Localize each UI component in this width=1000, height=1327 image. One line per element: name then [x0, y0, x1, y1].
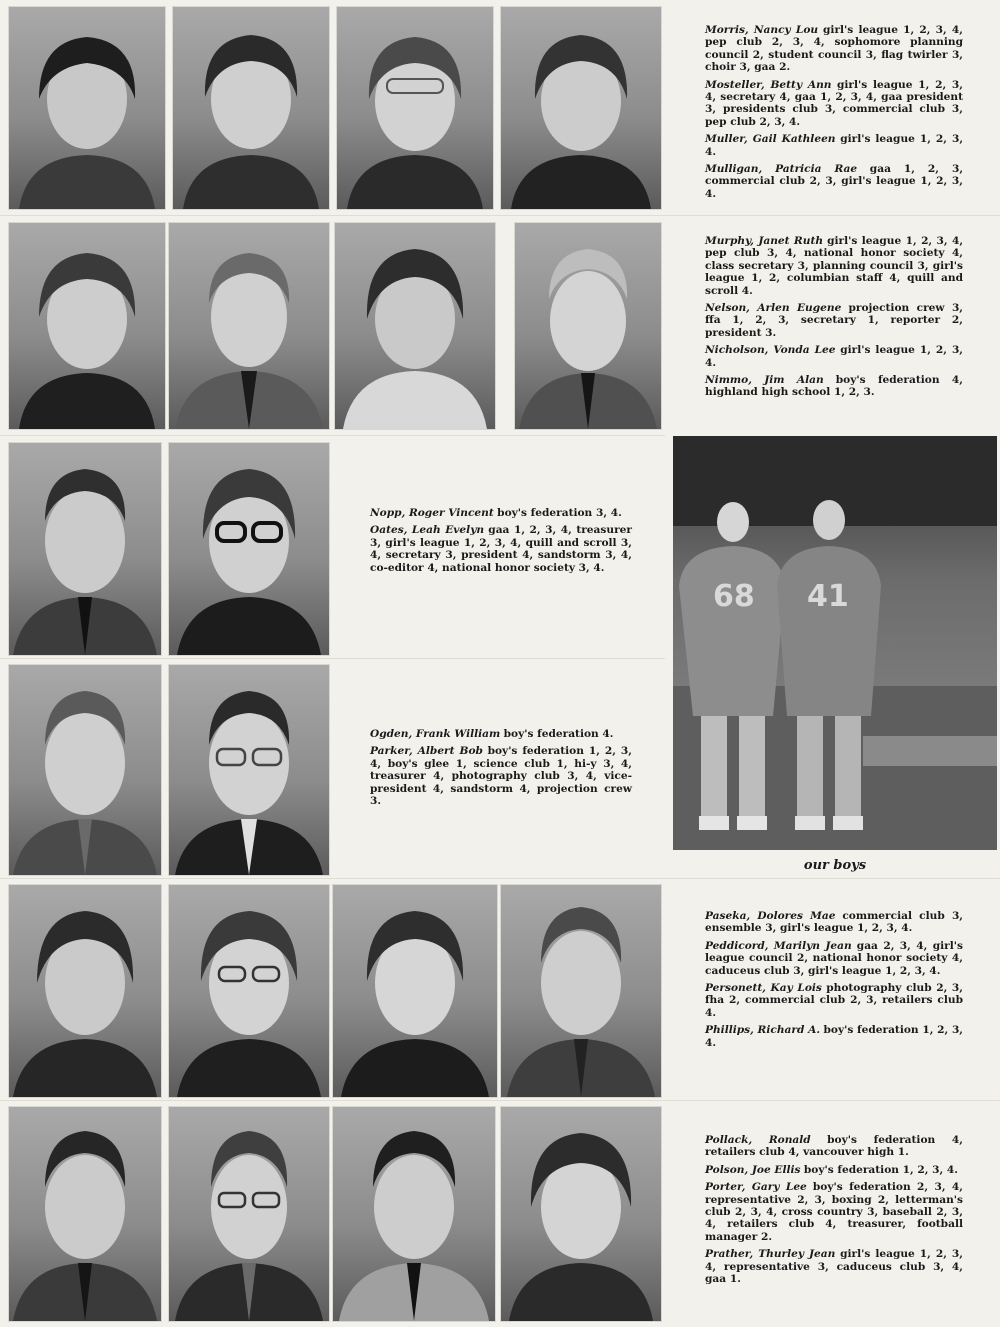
bio-entry: Mosteller, Betty Ann girl's league 1, 2, 3, 4, secretary 4, gaa 1, 2, 3, 4, gaa president 3, presidents club 3, commercial club 3, pep club 2, 3, 4.: [705, 78, 963, 128]
bio-entry: Ogden, Frank William boy's federation 4.: [370, 728, 614, 740]
portrait-mosteller: [172, 6, 330, 210]
portrait-nopp: [8, 442, 162, 656]
row-divider: [0, 435, 665, 436]
bio-entry: Phillips, Richard A. boy's federation 1, 2, 3, 4.: [705, 1024, 963, 1049]
portrait-nimmo: [514, 222, 662, 430]
jersey-number-right: 41: [807, 579, 849, 614]
team-photo: [673, 436, 997, 850]
bio-block-3: [370, 507, 632, 579]
portrait-porter: [332, 1106, 496, 1322]
portrait-nelson: [168, 222, 330, 430]
portrait-muller: [336, 6, 494, 210]
bio-block-4: [370, 728, 632, 812]
bio-entry: Oates, Leah Evelyn gaa 1, 2, 3, 4, treasurer 3, girl's league 1, 2, 3, 4, quill and scroll 3, 4, secretary 3, president 4, sandstorm 3, 4, co-editor 4, national honor society 3, 4.: [370, 524, 632, 574]
bio-block-6: [705, 1134, 963, 1290]
portrait-personett: [332, 884, 498, 1098]
portrait-prather: [500, 1106, 662, 1322]
portrait-murphy: [8, 222, 166, 430]
bio-entry: Murphy, Janet Ruth girl's league 1, 2, 3, 4, pep club 3, 4, national honor society 4, class secretary 3, planning council 3, girl's league 1, 2, columbian staff 4, quill and scroll 4.: [705, 235, 964, 297]
bio-block-1: [705, 24, 963, 205]
bio-entry: Pollack, Ronald boy's federation 4, retailers club 4, vancouver high 1.: [705, 1134, 963, 1159]
bio-entry: Mulligan, Patricia Rae gaa 1, 2, 3, commercial club 2, 3, girl's league 1, 2, 3, 4.: [705, 163, 964, 200]
bio-entry: Nimmo, Jim Alan boy's federation 4, highland high school 1, 2, 3.: [705, 374, 963, 399]
portrait-oates: [168, 442, 330, 656]
bio-entry: Peddicord, Marilyn Jean gaa 2, 3, 4, girl's league council 2, national honor society 4, caduceus club 3, girl's league 1, 2, 3, 4.: [705, 939, 963, 977]
bio-entry: Nicholson, Vonda Lee girl's league 1, 2, 3, 4.: [705, 344, 963, 369]
portrait-nicholson: [334, 222, 496, 430]
portrait-paseka: [8, 884, 162, 1098]
bio-entry: Nelson, Arlen Eugene projection crew 3, ffa 1, 2, 3, secretary 1, reporter 2, president 3.: [705, 302, 964, 339]
jersey-number-left: 68: [713, 579, 755, 614]
bio-block-2: [705, 235, 963, 404]
bio-entry: Polson, Joe Ellis boy's federation 1, 2, 3, 4.: [705, 1163, 958, 1176]
bio-entry: Paseka, Dolores Mae commercial club 3, ensemble 3, girl's league 1, 2, 3, 4.: [705, 910, 963, 935]
portrait-phillips: [500, 884, 662, 1098]
team-photo-caption: our boys: [803, 858, 867, 873]
bio-entry: Nopp, Roger Vincent boy's federation 3, 4.: [370, 507, 622, 519]
row-divider: [0, 878, 1000, 879]
bio-entry: Parker, Albert Bob boy's federation 1, 2, 3, 4, boy's glee 1, science club 1, hi-y 3, 4, treasurer 4, photography club 3, 4, vice-president 4, sandstorm 4, projection crew 3.: [370, 745, 632, 808]
portrait-morris: [8, 6, 166, 210]
portrait-mulligan: [500, 6, 662, 210]
row-divider: [0, 658, 665, 659]
row-divider: [0, 215, 1000, 216]
portrait-peddicord: [168, 884, 330, 1098]
bio-entry: Porter, Gary Lee boy's federation 2, 3, 4, representative 2, 3, boxing 2, letterman's club 2, 3, 4, cross country 3, baseball 2, 3, 4, retailers club 4, treasurer, football manager 2.: [705, 1181, 963, 1243]
row-divider: [0, 1100, 1000, 1101]
portrait-parker: [168, 664, 330, 876]
bio-entry: Prather, Thurley Jean girl's league 1, 2, 3, 4, representative 3, caduceus club 3, 4, gaa 1.: [705, 1248, 963, 1286]
bio-entry: Personett, Kay Lois photography club 2, 3, fha 2, commercial club 2, 3, retailers club 4.: [705, 982, 963, 1019]
portrait-polson: [168, 1106, 330, 1322]
portrait-ogden: [8, 664, 162, 876]
portrait-pollack: [8, 1106, 162, 1322]
bio-block-5: [705, 910, 963, 1054]
bio-entry: Muller, Gail Kathleen girl's league 1, 2, 3, 4.: [705, 133, 964, 158]
bio-entry: Morris, Nancy Lou girl's league 1, 2, 3, 4, pep club 2, 3, 4, sophomore planning council 2, student council 3, flag twirler 3, choir 3, gaa 2.: [705, 24, 963, 74]
